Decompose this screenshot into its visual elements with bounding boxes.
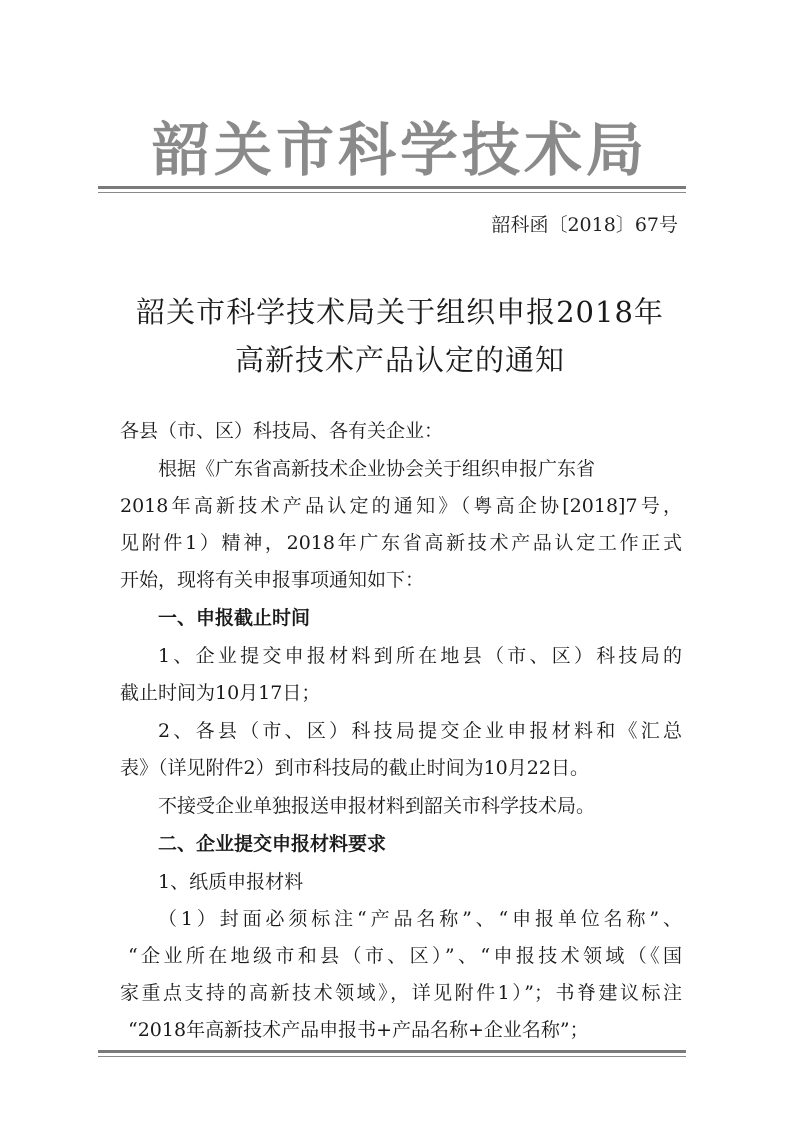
letterhead-org-name: 韶关市科学技术局	[151, 116, 648, 184]
para1-line-1: 根据《广东省高新技术企业协会关于组织申报广东省	[158, 458, 596, 480]
sub-1-item-1-line-1: （1）封面必须标注“产品名称”、“申报单位名称”、	[158, 908, 682, 930]
section-1-heading: 一、申报截止时间	[158, 607, 311, 629]
para1-line-3: 见附件1）精神，2018年广东省高新技术产品认定工作正式	[120, 532, 682, 554]
sub-1-item-1-line-4: “2018年高新技术产品申报书+产品名称+企业名称”；	[128, 1019, 589, 1041]
item-2-line-1: 2、各县（市、区）科技局提交企业申报材料和《汇总	[158, 720, 682, 742]
sub-1-heading: 1、纸质申报材料	[158, 871, 304, 893]
letterhead-rule-thin	[98, 192, 686, 193]
letterhead-rule-thick	[98, 186, 686, 189]
footer-rule-thick	[98, 1050, 686, 1053]
note-line: 不接受企业单独报送申报材料到韶关市科学技术局。	[158, 795, 596, 817]
para1-line-4: 开始，现将有关申报事项通知如下：	[120, 569, 425, 591]
salutation: 各县（市、区）科技局、各有关企业：	[120, 420, 444, 442]
document-number: 韶科函〔2018〕67号	[491, 214, 678, 236]
item-1-line-1: 1、企业提交申报材料到所在地县（市、区）科技局的	[158, 645, 682, 667]
item-1-line-2: 截止时间为10月17日；	[120, 682, 321, 704]
sub-1-item-1-line-3: 家重点支持的高新技术领域》，详见附件1）”；书脊建议标注	[120, 982, 682, 1004]
footer-rule-thin	[98, 1056, 686, 1057]
sub-1-item-1-line-2: “企业所在地级市和县（市、区）”、“申报技术领域（《国	[128, 945, 682, 967]
section-2-heading: 二、企业提交申报材料要求	[158, 833, 387, 855]
item-2-line-2: 表》（详见附件2）到市科技局的截止时间为10月22日。	[120, 757, 589, 779]
document-title-line-1: 韶关市科学技术局关于组织申报2018年	[136, 295, 664, 329]
para1-line-2: 2018年高新技术产品认定的通知》（粤高企协[2018]7号，	[120, 495, 682, 517]
document-title-line-2: 高新技术产品认定的通知	[234, 343, 565, 377]
